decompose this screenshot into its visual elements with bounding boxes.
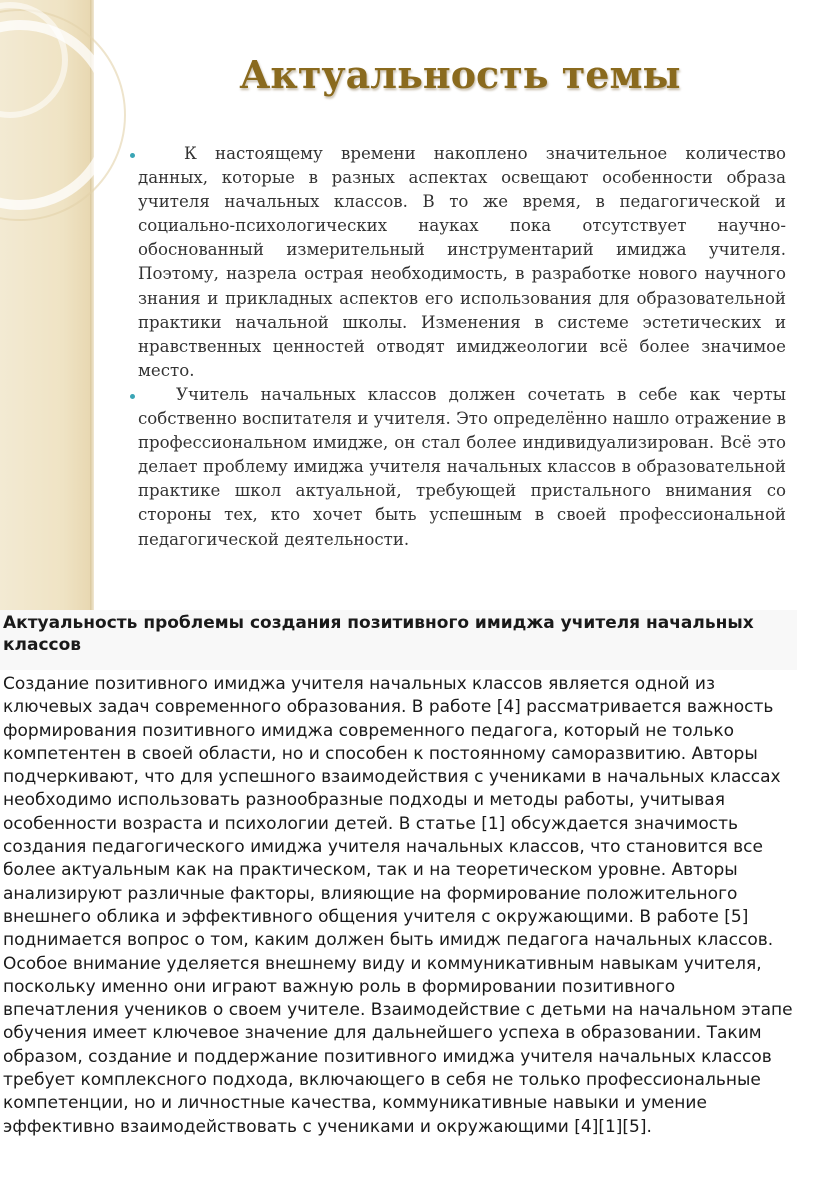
slide-bullet-item (118, 383, 786, 552)
slide-bullet-text: Учитель начальных классов должен сочетать в себе как черты собственно воспитателя и учителя. Это определённо нашло отражение в профессиональном имидже, он стал более индивидуализирован. Всё это делает проблему имиджа учителя начальных классов в образовательной практике школ актуальной, требующей пристального внимания со стороны тех, кто хочет быть успешным в своей профессиональной педагогической деятельности. (138, 384, 787, 549)
article-body: Создание позитивного имиджа учителя начальных классов является одной из ключевых задач современного образования. В работе [4] рассматривается важность формирования позитивного имиджа современного педагога, который не только компетентен в своей области, но и способен к постоянному саморазвитию. Авторы подчеркивают, что для успешного взаимодействия с учениками в начальных классах необходимо использовать разнообразные подходы и методы работы, учитывая особенности возраста и психологии детей. В статье [1] обсуждается значимость создания педагогического имиджа учителя начальных классов, что становится все более актуальным как на практическом, так и на теоретическом уровне. Авторы анализируют различные факторы, влияющие на формирование положительного внешнего облика и эффективного общения учителя с окружающими. В работе [5] поднимается вопрос о том, каким должен быть имидж педагога начальных классов. Особое внимание уделяется внешнему виду и коммуникативным навыкам учителя, поскольку именно они играют важную роль в формировании позитивного впечатления учеников о своем учителе. Взаимодействие с детьми на начальном этапе обучения имеет ключевое значение для дальнейшего успеха в образовании. Таким образом, создание и поддержание позитивного имиджа учителя начальных классов требует комплексного подхода, включающего в себя не только профессиональные компетенции, но и личностные качества, коммуникативные навыки и умение эффективно взаимодействовать с учениками и окружающими [4][1][5]. (3, 674, 793, 1137)
slide-bullet-item (118, 142, 786, 383)
slide-title: Актуальность темы (239, 52, 681, 97)
bullet-dot-icon (130, 394, 135, 399)
slide-bullet-text: К настоящему времени накоплено значительное количество данных, которые в разных аспектах освещают особенности образа учителя начальных классов. В то же время, в педагогической и социально-психологических науках пока отсутствует научно-обоснованный измерительный инструментарий имиджа учителя. Поэтому, назрела острая необходимость, в разработке нового научного знания и прикладных аспектов его использования для образовательной практики начальной школы. Изменения в системе эстетических и нравственных ценностей отводят имиджеологии всё более значимое место. (138, 144, 786, 380)
bullet-dot-icon (130, 153, 135, 158)
section-heading: Актуальность проблемы создания позитивного имиджа учителя начальных классов (3, 613, 754, 655)
slide-bullet-list (118, 142, 786, 552)
